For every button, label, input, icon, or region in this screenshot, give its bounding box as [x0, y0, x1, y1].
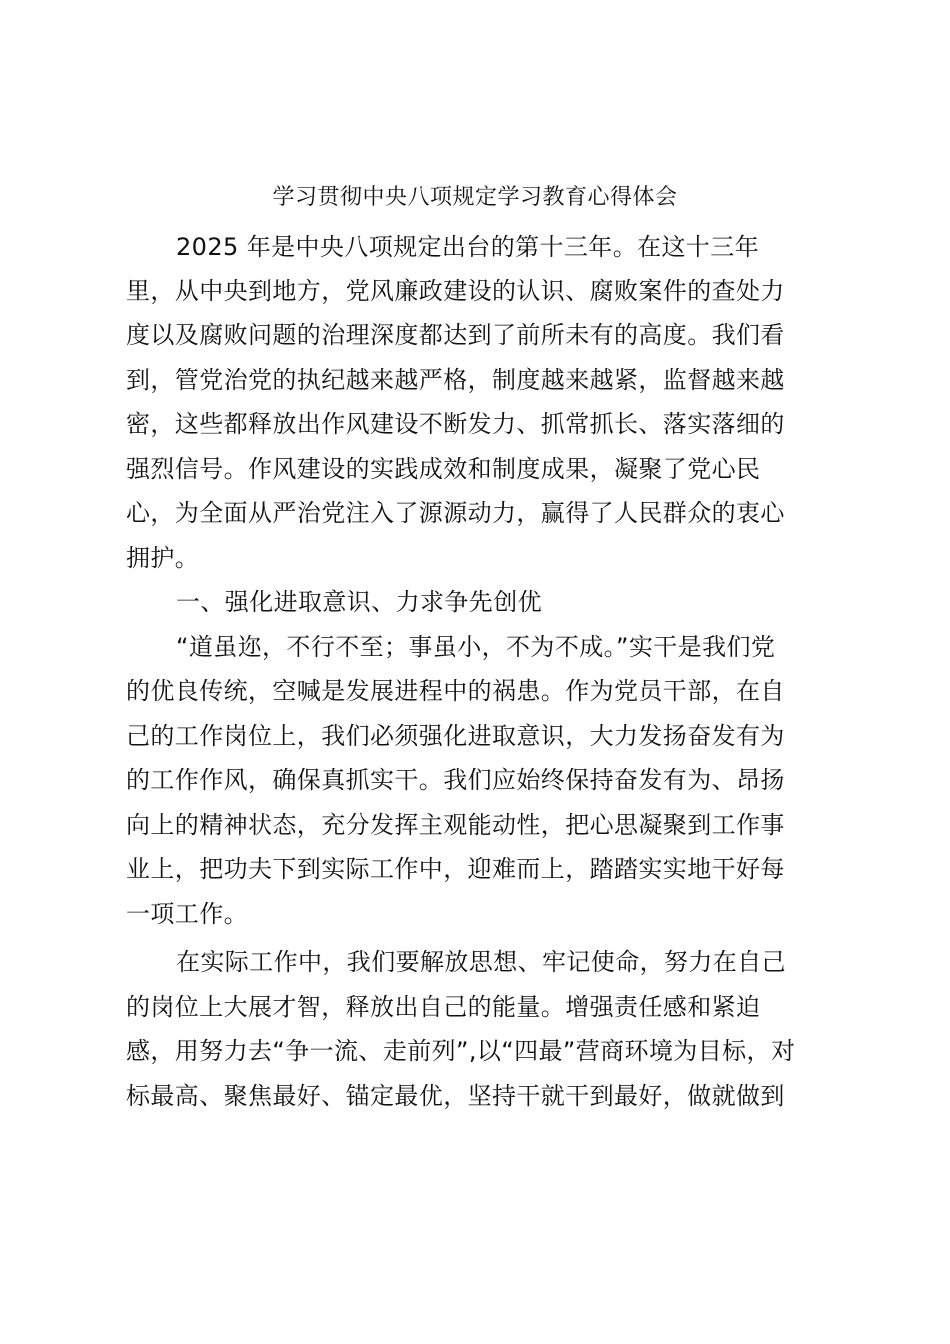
paragraph-line: 己的工作岗位上，我们必须强化进取意识，大力发扬奋发有为 — [126, 722, 785, 750]
paragraph-line: 2025 年是中央八项规定出台的第十三年。在这十三年 — [176, 233, 760, 261]
paragraph-line: 标最高、聚焦最好、锚定最优，坚持干就干到最好，做就做到 — [126, 1082, 785, 1110]
paragraph-line: 到，管党治党的执纪越来越严格，制度越来越紧，监督越来越 — [126, 366, 785, 394]
paragraph-line: 密，这些都释放出作风建设不断发力、抓常抓长、落实落细的 — [126, 410, 785, 438]
document-title: 学习贯彻中央八项规定学习教育心得体会 — [272, 185, 678, 210]
paragraph-line: 在实际工作中，我们要解放思想、牢记使命，努力在自己 — [176, 948, 786, 976]
paragraph-line: 的工作作风，确保真抓实干。我们应始终保持奋发有为、昂扬 — [126, 766, 785, 794]
section-heading: 一、强化进取意识、力求争先创优 — [176, 588, 542, 616]
paragraph-line: 心，为全面从严治党注入了源源动力，赢得了人民群众的衷心 — [126, 499, 785, 527]
paragraph-line: 业上，把功夫下到实际工作中，迎难而上，踏踏实实地干好每 — [126, 855, 785, 883]
paragraph-line: 向上的精神状态，充分发挥主观能动性，把心思凝聚到工作事 — [126, 811, 785, 839]
paragraph-line: 拥护。 — [126, 544, 200, 572]
paragraph-line: 的优良传统，空喊是发展进程中的祸患。作为党员干部，在自 — [126, 677, 785, 705]
paragraph-line: 度以及腐败问题的治理深度都达到了前所未有的高度。我们看 — [126, 321, 785, 349]
paragraph-line: 一项工作。 — [126, 900, 248, 928]
paragraph-line: 的岗位上大展才智，释放出自己的能量。增强责任感和紧迫 — [126, 993, 761, 1021]
paragraph-line: 里，从中央到地方，党风廉政建设的认识、腐败案件的查处力 — [126, 277, 785, 305]
paragraph-line: 感，用努力去“争一流、走前列”,以“四最”营商环境为目标，对 — [126, 1037, 796, 1065]
paragraph-line: “道虽迩，不行不至；事虽小，不为不成。”实干是我们党 — [176, 633, 776, 661]
paragraph-line: 强烈信号。作风建设的实践成效和制度成果，凝聚了党心民 — [126, 455, 761, 483]
